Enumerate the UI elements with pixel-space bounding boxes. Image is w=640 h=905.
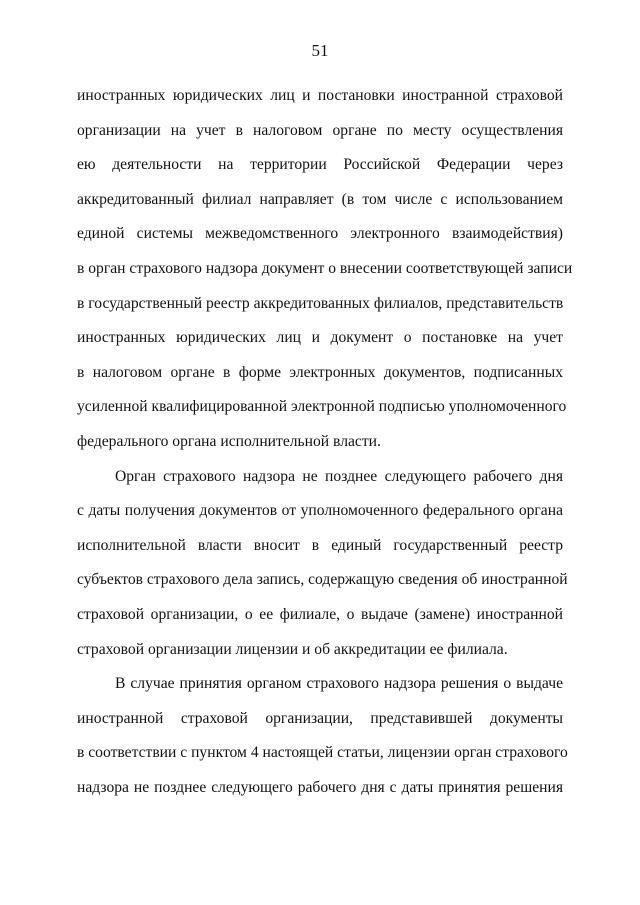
text-line: в орган страхового надзора документ о внесении соответствующей записи (77, 259, 573, 277)
page-number: 51 (311, 41, 329, 60)
text-line: иностранной страховой организации, представившей документы (77, 709, 563, 727)
text-line: федерального органа исполнительной власти. (77, 432, 381, 450)
body-text (77, 79, 573, 805)
text-line: страховой организации, о ее филиале, о выдаче (замене) иностранной (77, 605, 563, 623)
text-line: иностранных юридических лиц и документ о постановке на учет (77, 329, 563, 347)
text-line: иностранных юридических лиц и постановки иностранной страховой (77, 87, 563, 104)
text-line: организации на учет в налоговом органе по месту осуществления (77, 121, 563, 139)
text-line: в соответствии с пунктом 4 настоящей статьи, лицензии орган страхового (77, 744, 568, 762)
text-line: надзора не позднее следующего рабочего дня с даты принятия решения (77, 778, 563, 796)
text-line: ею деятельности на территории Российской Федерации через (77, 156, 563, 174)
text-line: единой системы межведомственного электронного взаимодействия) (77, 225, 563, 243)
text-line: субъектов страхового дела запись, содержащую сведения об иностранной (77, 571, 568, 589)
text-line: аккредитованный филиал направляет (в том числе с использованием (77, 190, 563, 208)
text-line: с даты получения документов от уполномоченного федерального органа (77, 502, 563, 520)
text-line: В случае принятия органом страхового надзора решения о выдаче (115, 675, 563, 693)
text-line: Орган страхового надзора не позднее следующего рабочего дня (115, 467, 563, 485)
text-line: в государственный реестр аккредитованных филиалов, представительств (77, 294, 564, 312)
paragraph-2 (77, 460, 568, 668)
paragraph-3 (77, 667, 568, 805)
paragraph-1 (77, 79, 573, 460)
text-line: исполнительной власти вносит в единый государственный реестр (77, 536, 563, 554)
text-line: в налоговом органе в форме электронных документов, подписанных (77, 363, 563, 381)
text-line: усиленной квалифицированной электронной подписью уполномоченного (77, 398, 567, 416)
text-line: страховой организации лицензии и об аккредитации ее филиала. (77, 640, 508, 658)
